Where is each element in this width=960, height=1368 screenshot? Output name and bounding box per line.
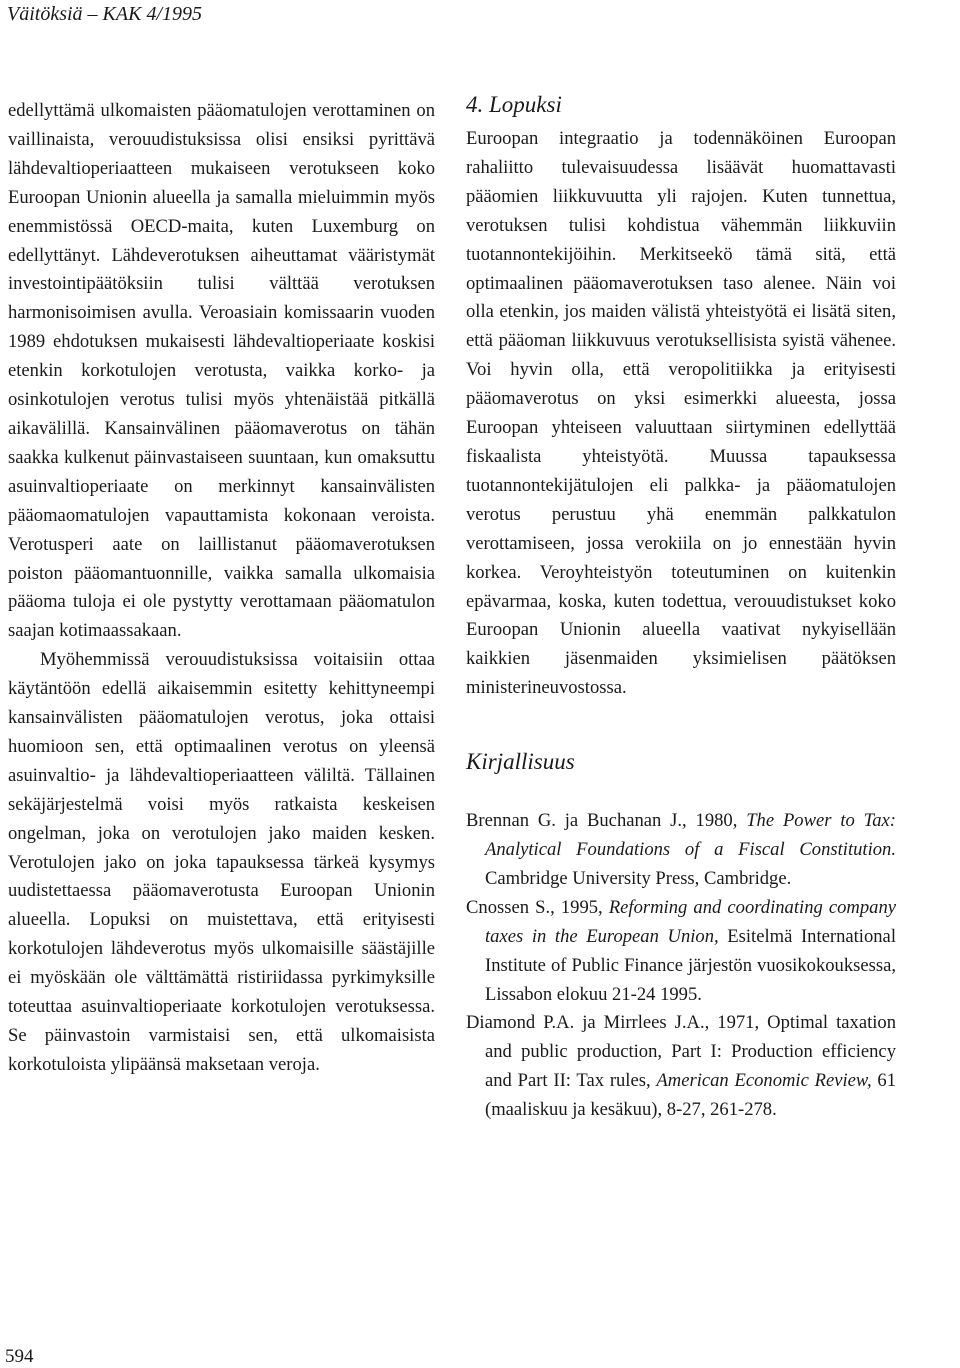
left-column bbox=[8, 97, 435, 1080]
references-heading: Kirjallisuus bbox=[466, 749, 575, 775]
reference-entry bbox=[466, 894, 896, 1010]
reference-text: 61 (maaliskuu ja kesäkuu), 8-27, 261-278. bbox=[485, 1070, 897, 1121]
body-paragraph: Myöhemmissä verouudistuksissa voitaisiin ottaa käytäntöön edellä aikaisemmin esitetty kehittyneempi kansainvälisten pääomatulojen verotus, joka ottaisi huomioon sen, että optimaalinen verotus on yleensä asuinvaltio- ja lähdevaltioperiaatteen väliltä. Tällainen sekäjärjestelmä voisi myös ratkaista keskeisen ongelman, joka on verotulojen jako maiden kesken. Verotulojen jako on joka tapauksessa tärkeä kysymys uudistettaessa pääomaverotusta Euroopan Unionin alueella. Lopuksi on muistettava, että erityisesti korkotulojen lähdeverotus myös ulkomaisille säästäjille ei myöskään ole välttämättä ristiriidassa pyrkimyksille toteuttaa asuinvaltioperiaate korkotulojen verotuksessa. Se päinvastoin varmistaisi sen, että ulkomaisista korkotuloista ylipäänsä maksetaan veroja. bbox=[8, 649, 435, 1075]
reference-text: Cnossen S., 1995, bbox=[466, 896, 609, 918]
reference-title: American Economic Review, bbox=[656, 1070, 872, 1092]
reference-title: Reforming and coordinating company taxes in the European Union, bbox=[485, 896, 897, 947]
running-header: Väitöksiä – KAK 4/1995 bbox=[7, 3, 202, 25]
reference-entry bbox=[466, 1009, 896, 1125]
body-paragraph: edellyttämä ulkomaisten pääomatulojen verottaminen on vaillinaista, verouudistuksissa olisi ensiksi pyrittävä lähdevaltioperiaatteen mukaiseen verotukseen koko Euroopan Unionin alueella ja samalla mieluimmin myös enemmistössä OECD-maita, kuten Luxemburg on edellyttänyt. Lähdeverotuksen aiheuttamat vääristymät investointipäätöksiin tulisi välttää verotuksen harmonisoimisen avulla. Veroasiain komissaarin vuoden 1989 ehdotuksen mukaisesti lähdevaltioperiaate koskisi etenkin korkotulojen verotusta, vaikka korko- ja osinkotulojen verotus tulisi myös yhtenäistää pitkällä aikavälillä. Kansainvälinen pääomaverotus on tähän saakka kulkenut päinvastaiseen suuntaan, kun omaksuttu asuinvaltioperiaate on merkinnyt kansainvälisten pääomaomatulojen vapauttamista kokonaan veroista. Verotusperi aate on laillistanut pääomaverotuksen poiston pääomantuonnille, vaikka samalla ulkomaisia pääoma tuloja ei ole pystytty verottamaan pääomatulon saajan kotimaassakaan. bbox=[8, 100, 435, 642]
reference-text: Brennan G. ja Buchanan J., 1980, bbox=[466, 810, 747, 832]
reference-text: Esitelmä International Institute of Public Finance järjestön vuosikokouksessa, Lissabon elokuu 21-24 1995. bbox=[485, 925, 896, 1005]
section-heading: 4. Lopuksi bbox=[466, 92, 562, 117]
reference-text: Diamond P.A. ja Mirrlees J.A., 1971, Optimal taxation and public production, Part I: Production efficiency and Part II: Tax rules, bbox=[466, 1012, 896, 1092]
page-number: 594 bbox=[5, 1346, 34, 1367]
reference-title: The Power to Tax: Analytical Foundations of a Fiscal Constitution. bbox=[485, 810, 896, 861]
reference-text: Cambridge University Press, Cambridge. bbox=[485, 867, 792, 889]
reference-entry bbox=[466, 807, 896, 894]
right-column bbox=[466, 90, 896, 1125]
body-paragraph: Euroopan integraatio ja todennäköinen Euroopan rahaliitto tulevaisuudessa lisäävät huomattavasti pääomien liikkuvuutta yli rajojen. Kuten tunnettua, verotuksen tulisi kohdistua vähemmän liikkuviin tuotannontekijöihin. Merkitseekö tämä sitä, että optimaalinen pääomaverotuksen taso alenee. Näin voi olla etenkin, jos maiden välistä yhteistyötä ei lisätä siten, että pääoman liikkuvuus verotuksellisista syistä vähenee. Voi hyvin olla, että veropolitiikka ja erityisesti pääomaverotus on yksi esimerkki alueesta, jossa Euroopan yhteiseen valuuttaan siirtyminen edellyttää fiskaalista yhteistyötä. Muussa tapauksessa tuotannontekijätulojen eli palkka- ja pääomatulojen verotus perustuu yhä enemmän palkkatulon verottamiseen, jossa verokiila on jo ennestään hyvin korkea. Veroyhteistyön toteutuminen on kuitenkin epävarmaa, koska, kuten todettua, verouudistukset koko Euroopan Unionin alueella vaativat nykyisellään kaikkien jäsenmaiden yksimielisen päätöksen ministerineuvostossa. bbox=[466, 128, 896, 699]
